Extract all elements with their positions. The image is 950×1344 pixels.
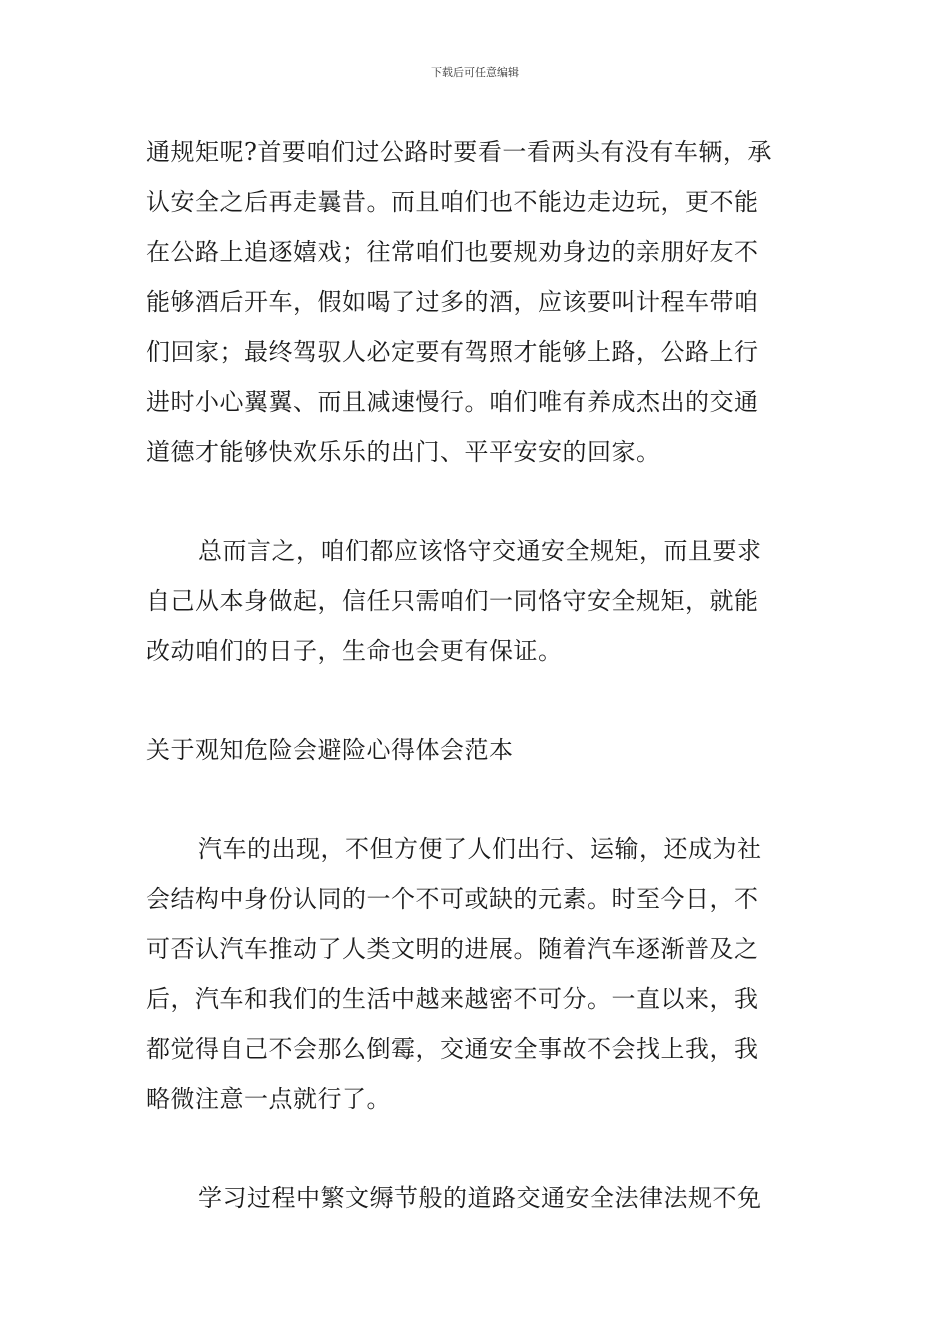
paragraph-2-line-1: 总而言之，咱们都应该恪守交通安全规矩，而且要求	[198, 537, 762, 565]
paragraph-1-line-1: 通规矩呢?首要咱们过公路时要看一看两头有没有车辆，承	[146, 138, 772, 166]
paragraph-1-line-4: 能够酒后开车，假如喝了过多的酒，应该要叫计程车带咱	[146, 288, 759, 316]
section-title: 关于观知危险会避险心得体会范本	[146, 736, 514, 764]
paragraph-1-line-3: 在公路上追逐嬉戏；往常咱们也要规劝身边的亲朋好友不	[146, 238, 759, 266]
paragraph-2-line-2: 自己从本身做起，信任只需咱们一同恪守安全规矩，就能	[146, 587, 759, 615]
paragraph-3-line-2: 会结构中身份认同的一个不可或缺的元素。时至今日，不	[146, 885, 759, 913]
paragraph-1-line-6: 进时小心翼翼、而且减速慢行。咱们唯有养成杰出的交通	[146, 388, 759, 416]
paragraph-1-line-7: 道德才能够快欢乐乐的出门、平平安安的回家。	[146, 438, 661, 466]
paragraph-1-line-2: 认安全之后再走曩昔。而且咱们也不能边走边玩，更不能	[146, 188, 759, 216]
paragraph-3-line-5: 都觉得自己不会那么倒霉，交通安全事故不会找上我，我	[146, 1035, 759, 1063]
paragraph-3-line-3: 可否认汽车推动了人类文明的进展。随着汽车逐渐普及之	[146, 935, 759, 963]
paragraph-3-line-1: 汽车的出现，不但方便了人们出行、运输，还成为社	[198, 835, 762, 863]
paragraph-3-line-6: 略微注意一点就行了。	[146, 1085, 391, 1113]
page-header: 下载后可任意编辑	[431, 66, 519, 79]
paragraph-2-line-3: 改动咱们的日子，生命也会更有保证。	[146, 637, 563, 665]
paragraph-4-line-1: 学习过程中繁文缛节般的道路交通安全法律法规不免	[198, 1184, 762, 1212]
paragraph-1-line-5: 们回家；最终驾驭人必定要有驾照才能够上路，公路上行	[146, 338, 759, 366]
paragraph-3-line-4: 后，汽车和我们的生活中越来越密不可分。一直以来，我	[146, 985, 759, 1013]
